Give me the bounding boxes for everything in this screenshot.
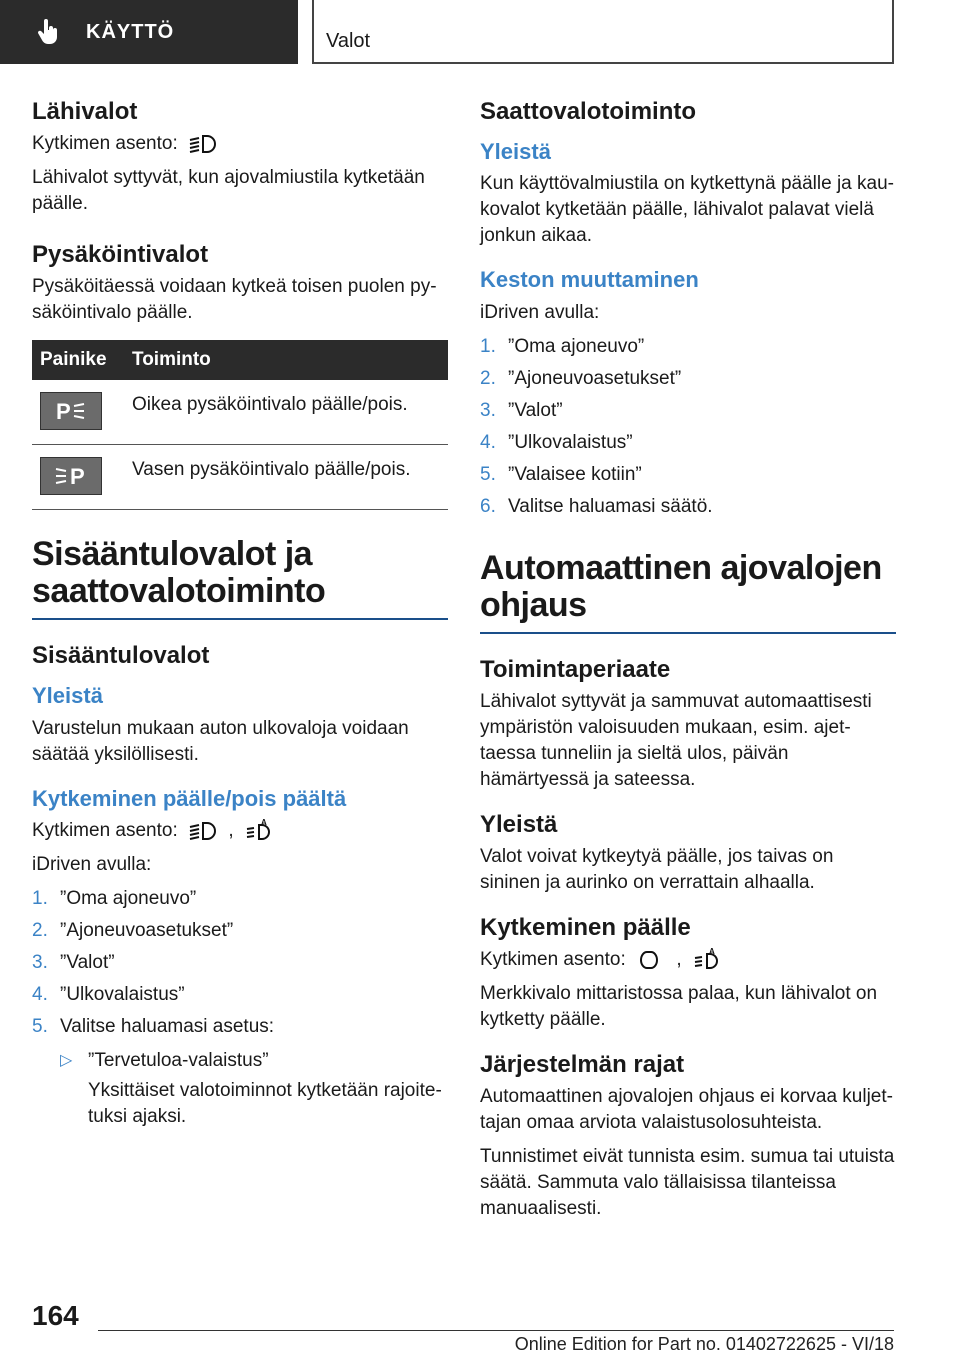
position-label: Kytkimen asento: <box>32 132 178 154</box>
yleista-text: Valot voivat kytkeytyä päälle, jos taivas on sininen ja aurinko on verrattain alhaalla. <box>480 845 834 893</box>
lahivalot-heading: Lähivalot <box>32 98 138 125</box>
kytkeminen-text: Merkkivalo mittaristossa palaa, kun lähivalot on kytketty päälle. <box>480 982 878 1030</box>
svg-text:P: P <box>56 398 71 424</box>
yleista-heading: Yleistä <box>480 811 558 839</box>
lahivalot-position <box>32 131 448 157</box>
svg-text:A: A <box>260 818 267 827</box>
auto-heading-wrap <box>480 550 896 635</box>
auto-headlight-icon <box>243 819 275 843</box>
saatto-steps <box>480 334 896 520</box>
kytkeminen-heading: Kytkeminen päälle <box>480 913 691 941</box>
svg-text:A: A <box>708 947 715 956</box>
saatto-heading: Saattovalotoiminto <box>480 98 697 125</box>
list-item: 1. ”Oma ajoneuvo” <box>480 335 645 357</box>
sisaan-heading: Sisääntulovalot ja saattovalotoiminto <box>32 534 326 610</box>
table-cell-text: Vasen pysäköintivalo päälle/pois. <box>124 444 448 509</box>
list-item: 1. ”Oma ajoneuvo” <box>32 887 197 909</box>
lahivalot-text: Lähivalot syttyvät, kun ajovalmiustila kytketään päälle. <box>32 166 425 214</box>
footer-divider <box>98 1330 894 1331</box>
auto-headlight-icon <box>691 948 723 972</box>
kytkeminen-position <box>480 947 896 973</box>
section-tab <box>0 0 298 64</box>
position-label: Kytkimen asento: <box>480 948 626 970</box>
list-item: 5. ”Valaisee kotiin” <box>480 463 642 485</box>
svg-text:P: P <box>70 463 85 489</box>
parking-light-right-icon <box>54 398 88 424</box>
parking-left-button <box>40 457 102 495</box>
yleista-text: Varustelun mukaan auton ulkovaloja voidaan säätää yksilöllisesti. <box>32 717 409 765</box>
hand-pointer-icon <box>36 19 60 45</box>
parking-light-left-icon <box>54 463 88 489</box>
comma: , <box>228 819 234 841</box>
pysakointi-text: Pysäköitäessä voidaan kytkeä toisen puolen pysäköintivalo päälle. <box>32 275 437 323</box>
list-item: 5. Valitse haluamasi asetus: <box>32 1015 275 1037</box>
yleista-heading: Yleistä <box>480 138 551 164</box>
rajat-text-1: Automaattinen ajovalojen ohjaus ei korvaa kuljettajan omaa arviota valaistusolosuhteista. <box>480 1085 893 1133</box>
page-header <box>0 0 960 66</box>
pysakointi-heading: Pysäköintivalot <box>32 240 209 268</box>
kytkeminen-heading: Kytkeminen päälle/pois päältä <box>32 785 347 811</box>
section-label: KÄYTTÖ <box>86 20 175 43</box>
yleista-text: Kun käyttövalmiustila on kytkettynä päälle ja kaukovalot kytketään päälle, lähivalot palavat vielä jonkun aikaa. <box>480 173 894 247</box>
comma: , <box>676 948 682 970</box>
rajat-text-2: Tunnistimet eivät tunnista esim. sumua tai utuista säätä. Sammuta valo tällaisissa tilanteissa manuaalisesti. <box>480 1145 895 1219</box>
table-cell-text: Oikea pysäköintivalo päälle/pois. <box>124 380 448 445</box>
triangle-bullet-icon: ▷ <box>60 1051 73 1069</box>
idrive-label: iDriven avulla: <box>32 853 152 875</box>
list-item: 4. ”Ulkovalaistus” <box>32 983 185 1005</box>
list-item: 3. ”Valot” <box>480 399 563 421</box>
footer-edition: Online Edition for Part no. 01402722625 - VI/18 <box>514 1334 894 1354</box>
kytkeminen-position <box>32 818 448 844</box>
list-item: 3. ”Valot” <box>32 951 115 973</box>
sisaan-heading-wrap <box>32 536 448 621</box>
list-item: 2. ”Ajoneuvoasetukset” <box>480 367 682 389</box>
table-header-function: Toiminto <box>124 340 448 380</box>
sisaantulovalot-heading: Sisääntulovalot <box>32 642 210 670</box>
list-item: 2. ”Ajoneuvoasetukset” <box>32 919 234 941</box>
page-topic: Valot <box>326 30 371 52</box>
toiminta-heading: Toimintaperiaate <box>480 656 671 684</box>
table-row <box>32 444 448 509</box>
sub-list-text: Yksittäiset valotoiminnot kytketään rajoitetuksi ajaksi. <box>88 1079 442 1127</box>
headlight-off-icon <box>635 948 667 972</box>
right-column <box>480 98 896 1230</box>
page-number: 164 <box>32 1300 79 1331</box>
toiminta-text: Lähivalot syttyvät ja sammuvat automaattisesti ympäristön valoisuuden mukaan, esim. ajettaessa tunneliin ja sieltä ulos, päivän hämärtyessä ja sateessa. <box>480 691 872 791</box>
parking-right-button <box>40 392 102 430</box>
yleista-heading: Yleistä <box>32 683 103 709</box>
low-beam-icon <box>187 819 219 843</box>
auto-heading: Automaattinen ajovalojen ohjaus <box>480 548 882 624</box>
left-column <box>32 98 448 1130</box>
parking-light-table <box>32 340 448 510</box>
rajat-heading: Järjestelmän rajat <box>480 1050 685 1078</box>
position-label: Kytkimen asento: <box>32 819 178 841</box>
sisaan-steps <box>32 886 448 1040</box>
table-row <box>32 380 448 445</box>
keston-heading: Keston muuttaminen <box>480 267 699 293</box>
table-header-button: Painike <box>32 340 124 380</box>
sub-list-item: ▷ ”Tervetuloa-valaistus” <box>32 1048 448 1074</box>
topic-box <box>312 0 894 64</box>
list-item: 4. ”Ulkovalaistus” <box>480 431 633 453</box>
low-beam-icon <box>187 132 219 156</box>
idrive-label: iDriven avulla: <box>480 301 600 323</box>
list-item: 6. Valitse haluamasi säätö. <box>480 495 713 517</box>
